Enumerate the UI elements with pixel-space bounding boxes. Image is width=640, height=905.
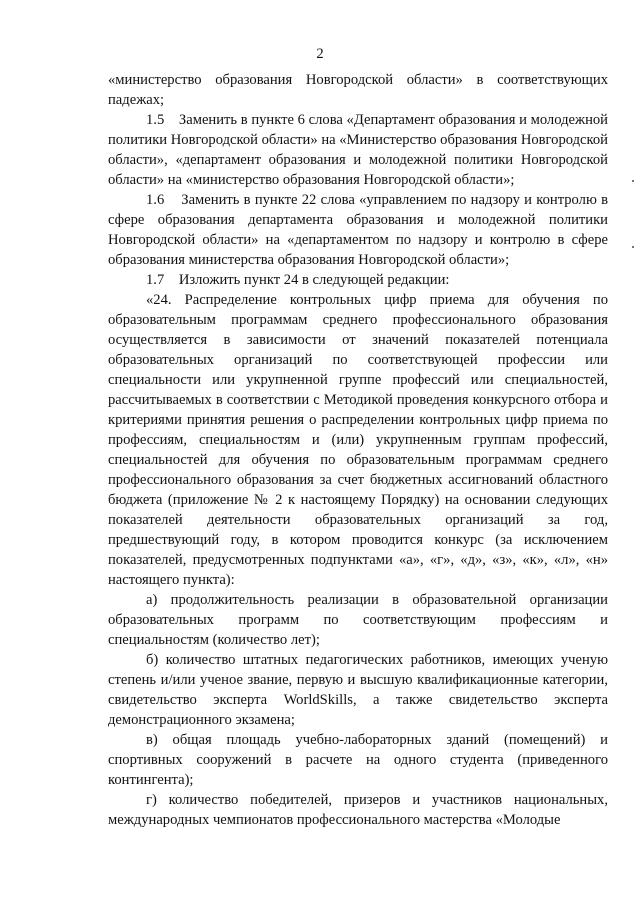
scan-edge-mark [632,246,634,248]
paragraph-item-1-6: 1.6 Заменить в пункте 22 слова «управлением по надзору и контролю в сфере образования департамента образования и молодежной политики Новгородской области» на «департаментом по надзору и контролю в сфере образования министерства образования Новгородской области»; [108,192,608,268]
paragraph-continuation: «министерство образования Новгородской области» в соответствующих падежах; [108,72,608,108]
paragraph-subpoint-a: а) продолжительность реализации в образовательной организации образовательных программ по соответствующим профессиям и специальностям (количество лет); [108,592,608,648]
scan-edge-mark [632,180,634,182]
page-number: 2 [316,46,324,62]
paragraph-subpoint-b: б) количество штатных педагогических работников, имеющих ученую степень и/или ученое звание, первую и высшую квалификационные категории, свидетельство эксперта WorldSkills, а также свидетельство эксперта демонстрационного экзамена; [108,652,608,728]
paragraph-subpoint-v: в) общая площадь учебно-лабораторных зданий (помещений) и спортивных сооружений в расчете на одного студента (приведенного контингента); [108,732,608,788]
paragraph-item-1-5: 1.5 Заменить в пункте 6 слова «Департамент образования и молодежной политики Новгородской области» на «Министерство образования Новгородской области», «департамент образования и молодежной политики Новгородской области» на «министерство образования Новгородской области»; [108,112,608,188]
document-body [108,70,608,830]
paragraph-item-1-7: 1.7 Изложить пункт 24 в следующей редакции: [146,272,450,288]
paragraph-subpoint-g: г) количество победителей, призеров и участников национальных, международных чемпионатов профессионального мастерства «Молодые [108,792,608,828]
paragraph-point-24: «24. Распределение контрольных цифр приема для обучения по образовательным программам среднего профессионального образования осуществляется в зависимости от значений показателей потенциала образовательных организаций по соответствующей профессии или специальности или укрупненной группе профессий или специальностей, рассчитываемых в соответствии с Методикой проведения конкурсного отбора и критериями принятия решения о распределении контрольных цифр приема по профессиям, специальностям и (или) укрупненным группам профессий, специальностей для обучения по образовательным программам среднего профессионального образования за счет бюджетных ассигнований областного бюджета (приложение № 2 к настоящему Порядку) на основании следующих показателей деятельности образовательных организаций за год, предшествующий году, в котором проводится конкурс (за исключением показателей, предусмотренных подпунктами «а», «г», «д», «з», «к», «л», «н» настоящего пункта): [108,292,608,588]
